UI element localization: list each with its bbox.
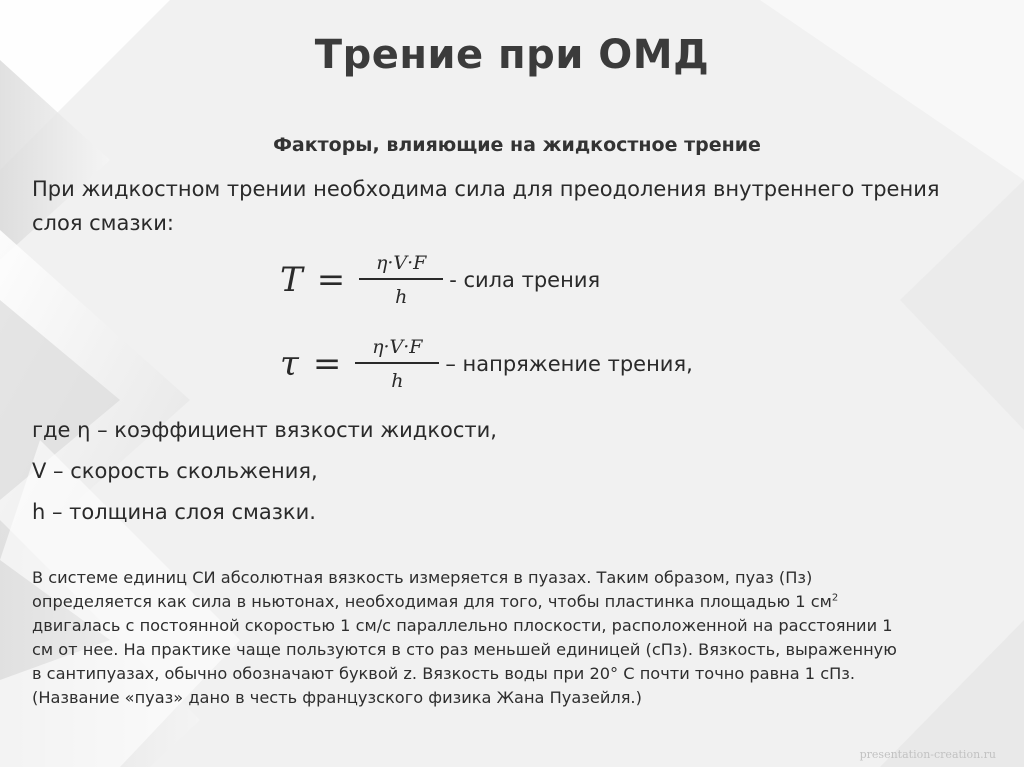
definition-velocity: V – скорость скольжения,: [32, 459, 318, 483]
watermark: presentation-creation.ru: [859, 748, 996, 761]
fraction-bar: [359, 278, 443, 280]
fraction-denominator: h: [395, 286, 408, 308]
definition-viscosity: где η – коэффициент вязкости жидкости,: [32, 418, 497, 442]
superscript-2: 2: [831, 592, 839, 604]
paragraph-line: (Название «пуаз» дано в честь французского физика Жана Пуазейля.): [32, 688, 642, 708]
friction-stress-formula: [280, 336, 693, 392]
fraction-bar: [355, 362, 439, 364]
friction-force-formula: [280, 252, 600, 308]
fraction-numerator: η·V·F: [376, 252, 427, 274]
paragraph-line: см от нее. На практике чаще пользуются в сто раз меньшей единицей (сПз). Вязкость, выраженную: [32, 640, 897, 660]
formula-lhs: τ: [280, 344, 299, 384]
formula-equals: =: [316, 260, 346, 300]
fraction: [359, 252, 443, 308]
formula-equals: =: [312, 344, 342, 384]
formula-lhs: T: [280, 260, 303, 300]
paragraph-line: [32, 590, 1002, 614]
fraction: [355, 336, 439, 392]
definition-thickness: h – толщина слоя смазки.: [32, 500, 316, 524]
viscosity-units-paragraph: [32, 566, 1002, 711]
definitions-list: [32, 410, 497, 533]
intro-text: При жидкостном трении необходима сила для преодоления внутреннего трения слоя смазки:: [32, 177, 940, 235]
paragraph-line: в сантипуазах, обычно обозначают буквой z. Вязкость воды при 20° С почти точно равна 1 сПз.: [32, 664, 856, 684]
fraction-numerator: η·V·F: [372, 336, 423, 358]
slide-title: Трение при ОМД: [314, 32, 710, 78]
slide-subtitle: Факторы, влияющие на жидкостное трение: [273, 134, 761, 156]
formula-description: – напряжение трения,: [445, 352, 693, 376]
fraction-denominator: h: [391, 370, 404, 392]
paragraph-line-text: определяется как сила в ньютонах, необходимая для того, чтобы пластинка площадью 1 см: [32, 592, 832, 612]
paragraph-line: В системе единиц СИ абсолютная вязкость измеряется в пуазах. Таким образом, пуаз (Пз): [32, 568, 813, 587]
formula-description: - сила трения: [449, 268, 601, 292]
paragraph-line: двигалась с постоянной скоростью 1 см/с параллельно плоскости, расположенной на расстоянии 1: [32, 616, 893, 636]
